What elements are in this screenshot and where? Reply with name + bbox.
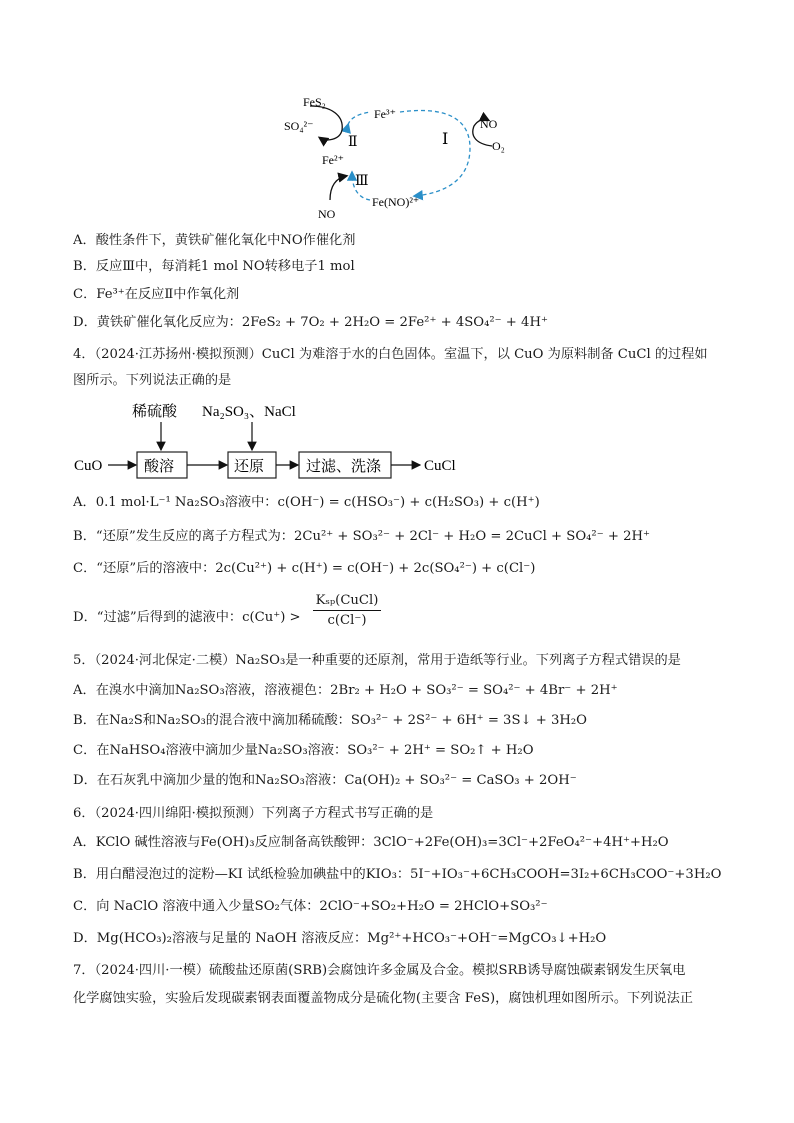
label-fe2: Fe²⁺ (322, 153, 344, 167)
cycle-arrow-step2 (348, 112, 370, 125)
q3-option-b: B．反应Ⅲ中，每消耗1 mol NO转移电子1 mol (73, 259, 355, 274)
q5-option-b: B．在Na₂S和Na₂SO₃的混合液中滴加稀硫酸：SO₃²⁻ + 2S²⁻ + 6H⁺ = 3S↓ + 3H₂O (73, 713, 587, 728)
q4-option-b: B．“还原”发生反应的离子方程式为：2Cu²⁺ + SO₃²⁻ + 2Cl⁻ + H₂O = 2CuCl + SO₄²⁻ + 2H⁺ (73, 529, 650, 544)
q3-option-a: A．酸性条件下，黄铁矿催化氧化中NO作催化剂 (73, 233, 356, 248)
q4-option-d-fraction (313, 592, 381, 631)
q4-option-d-prefix: D．“过滤”后得到的滤液中：c(Cu⁺) > (73, 610, 301, 625)
label-so4: SO₄²⁻ (284, 119, 314, 133)
label-fe-no: Fe(NO)²⁺ (372, 195, 420, 209)
q6-option-c: C．向 NaClO 溶液中通入少量SO₂气体：2ClO⁻+SO₂+H₂O = 2HClO+SO₃²⁻ (73, 899, 548, 914)
flow-reagent2: Na₂SO₃、NaCl (202, 404, 296, 420)
fraction-numerator: Kₛₚ(CuCl) (313, 592, 381, 611)
q6-option-d: D．Mg(HCO₃)₂溶液与足量的 NaOH 溶液反应：Mg²⁺+HCO₃⁻+OH⁻=MgCO₃↓+H₂O (73, 931, 607, 946)
label-fe3: Fe³⁺ (374, 107, 396, 121)
q7-stem-line2: 化学腐蚀实验，实验后发现碳素钢表面覆盖物成分是硫化物(主要含 FeS)，腐蚀机理如图所示。下列说法正 (73, 991, 693, 1006)
q3-option-d: D．黄铁矿催化氧化反应为：2FeS₂ + 7O₂ + 2H₂O = 2Fe²⁺ + 4SO₄²⁻ + 4H⁺ (73, 315, 548, 330)
label-o2: O₂ (492, 139, 505, 153)
cucl-process-flowchart (72, 398, 492, 480)
q7-stem-line1: 7．（2024·四川·一模）硫酸盐还原菌(SRB)会腐蚀许多金属及合金。模拟SRB诱导腐蚀碳素钢发生厌氧电 (73, 963, 686, 978)
q5-option-a: A．在溴水中滴加Na₂SO₃溶液，溶液褪色：2Br₂ + H₂O + SO₃²⁻ = SO₄²⁻ + 4Br⁻ + 2H⁺ (73, 683, 618, 698)
label-step1: Ⅰ (442, 131, 449, 148)
cycle-arrow-step1 (400, 111, 470, 197)
label-step3: Ⅲ (355, 174, 369, 189)
q5-stem: 5．（2024·河北保定·二模）Na₂SO₃是一种重要的还原剂，常用于造纸等行业。下列离子方程式错误的是 (73, 653, 681, 668)
fraction-denominator: c(Cl⁻) (327, 613, 367, 628)
q3-option-c: C．Fe³⁺在反应Ⅱ中作氧化剂 (73, 287, 240, 302)
flow-end: CuCl (424, 458, 456, 474)
label-fes2: FeS₂ (303, 95, 326, 109)
q5-option-d: D．在石灰乳中滴加少量的饱和Na₂SO₃溶液：Ca(OH)₂ + SO₃²⁻ = CaSO₃ + 2OH⁻ (73, 773, 577, 788)
q5-option-c: C．在NaHSO₄溶液中滴加少量Na₂SO₃溶液：SO₃²⁻ + 2H⁺ = SO₂↑ + H₂O (73, 743, 534, 758)
q6-stem: 6．（2024·四川绵阳·模拟预测）下列离子方程式书写正确的是 (73, 806, 434, 821)
q6-option-a: A．KClO 碱性溶液与Fe(OH)₃反应制备高铁酸钾：3ClO⁻+2Fe(OH)₃=3Cl⁻+2FeO₄²⁻+4H⁺+H₂O (73, 835, 669, 850)
q6-option-b: B．用白醋浸泡过的淀粉—KI 试纸检验加碘盐中的KIO₃：5I⁻+IO₃⁻+6CH₃COOH=3I₂+6CH₃COO⁻+3H₂O (73, 867, 722, 882)
flow-box2-label: 还原 (234, 459, 265, 475)
fes2-arrow (310, 106, 342, 140)
flow-box1-label: 酸溶 (144, 459, 175, 475)
no-bottom-arrow (330, 176, 346, 200)
flow-box3-label: 过滤、洗涤 (306, 459, 382, 475)
flow-start: CuO (74, 458, 103, 474)
q4-stem-line2: 图所示。下列说法正确的是 (73, 373, 232, 388)
label-step2: Ⅱ (348, 135, 358, 150)
flow-reagent1: 稀硫酸 (132, 404, 178, 420)
q4-stem-line1: 4．（2024·江苏扬州·模拟预测）CuCl 为难溶于水的白色固体。室温下，以 CuO 为原料制备 CuCl 的过程如 (73, 347, 708, 362)
q4-option-c: C．“还原”后的溶液中：2c(Cu²⁺) + c(H⁺) = c(OH⁻) + 2c(SO₄²⁻) + c(Cl⁻) (73, 561, 536, 576)
label-no-top: NO (480, 117, 498, 131)
label-no-bottom: NO (318, 207, 336, 221)
catalytic-cycle-diagram (270, 88, 540, 228)
q4-option-a: A．0.1 mol·L⁻¹ Na₂SO₃溶液中：c(OH⁻) = c(HSO₃⁻) + c(H₂SO₃) + c(H⁺) (73, 495, 540, 510)
